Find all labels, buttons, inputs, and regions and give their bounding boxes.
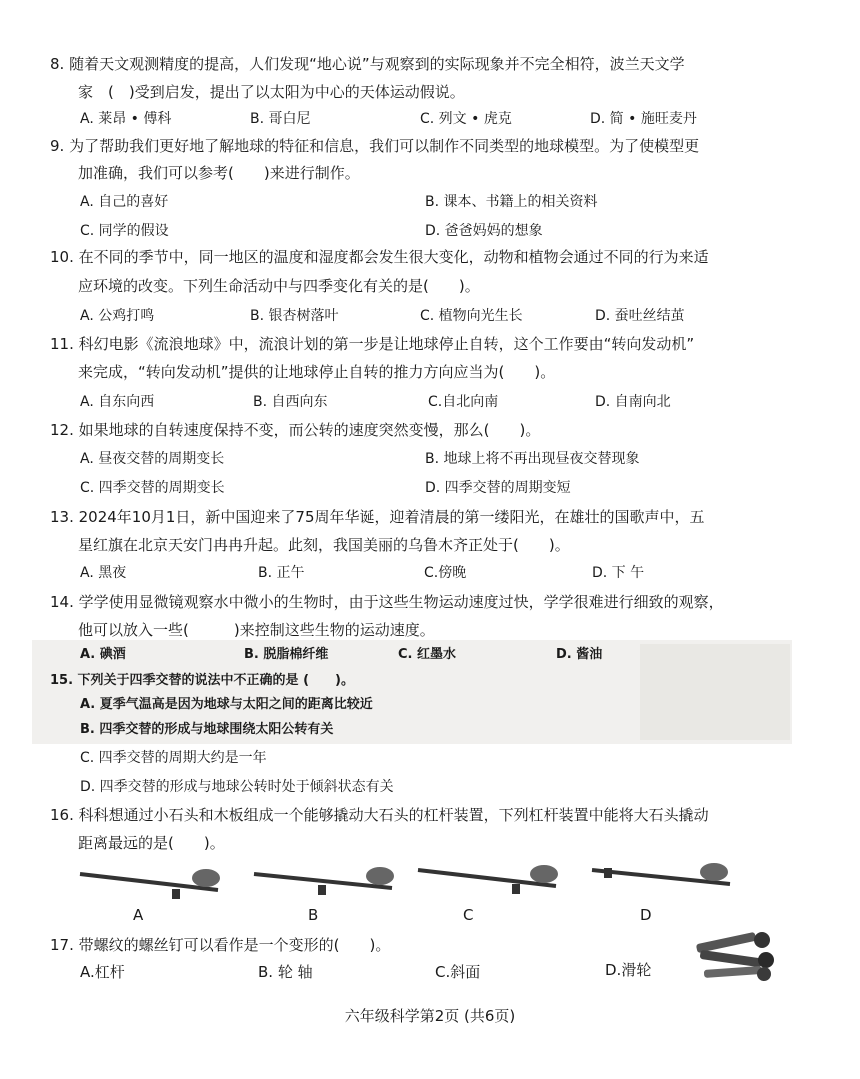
lever-diagram-b	[252, 862, 402, 904]
q17-option-d: D.滑轮	[605, 961, 652, 979]
q17-option-c: C.斜面	[435, 963, 481, 981]
q13-stem-line1: 13. 2024年10月1日，新中国迎来了75周年华诞，迎着清晨的第一缕阳光，在雄壮的国歌声中，五	[50, 508, 705, 526]
q10-option-d: D. 蚕吐丝结茧	[595, 308, 685, 324]
q9-stem-line2: 加准确，我们可以参考( )来进行制作。	[78, 164, 360, 182]
q8-stem-line1: 8. 随着天文观测精度的提高，人们发现“地心说”与观察到的实际现象并不完全相符，波兰天文学	[50, 55, 685, 73]
q10-option-a: A. 公鸡打鸣	[80, 308, 155, 324]
q13-option-b: B. 正午	[258, 565, 305, 581]
q11-option-d: D. 自南向北	[595, 394, 671, 410]
q8-stem-line2: 家 ( )受到启发，提出了以太阳为中心的天体运动假说。	[78, 83, 465, 101]
q16-stem-line2: 距离最远的是( )。	[78, 834, 225, 852]
q10-option-b: B. 银杏树落叶	[250, 308, 339, 324]
q15-option-b: B. 四季交替的形成与地球围绕太阳公转有关	[80, 722, 334, 737]
q15-option-d: D. 四季交替的形成与地球公转时处于倾斜状态有关	[80, 779, 394, 795]
lever-diagram-a	[78, 862, 228, 904]
q11-stem-line1: 11. 科幻电影《流浪地球》中，流浪计划的第一步是让地球停止自转，这个工作要由“转向发动机”	[50, 335, 695, 353]
q14-option-a: A. 碘酒	[80, 647, 126, 662]
q8-option-d: D. 简 • 施旺麦丹	[590, 111, 697, 127]
q10-stem-line2: 应环境的改变。下列生命活动中与四季变化有关的是( )。	[78, 277, 480, 295]
q13-option-d: D. 下 午	[592, 565, 645, 581]
q11-option-a: A. 自东向西	[80, 394, 155, 410]
q16-stem-line1: 16. 科科想通过小石头和木板组成一个能够撬动大石头的杠杆装置，下列杠杆装置中能将大石头撬动	[50, 806, 709, 824]
q11-stem-line2: 来完成，“转向发动机”提供的让地球停止自转的推力方向应当为( )。	[78, 363, 556, 381]
q14-stem-line1: 14. 学学使用显微镜观察水中微小的生物时，由于这些生物运动速度过快，学学很难进行细致的观察，	[50, 593, 724, 611]
q15-option-a: A. 夏季气温高是因为地球与太阳之间的距离比较近	[80, 697, 373, 712]
q12-option-a: A. 昼夜交替的周期变长	[80, 451, 225, 467]
q9-option-b: B. 课本、书籍上的相关资料	[425, 194, 598, 210]
q11-option-c: C.自北向南	[428, 394, 499, 410]
lever-label-d: D	[640, 906, 652, 924]
faded-table-ghost	[640, 644, 790, 740]
q15-stem-line1: 15. 下列关于四季交替的说法中不正确的是 ( )。	[50, 673, 354, 688]
q17-option-a: A.杠杆	[80, 963, 125, 981]
q12-option-c: C. 四季交替的周期变长	[80, 480, 225, 496]
lever-label-a: A	[133, 906, 144, 924]
q15-option-c: C. 四季交替的周期大约是一年	[80, 750, 267, 766]
q13-option-c: C.傍晚	[424, 565, 467, 581]
q9-option-d: D. 爸爸妈妈的想象	[425, 223, 543, 239]
q14-option-b: B. 脱脂棉纤维	[244, 647, 329, 662]
q9-option-c: C. 同学的假设	[80, 223, 169, 239]
q14-option-c: C. 红墨水	[398, 647, 457, 662]
q10-stem-line1: 10. 在不同的季节中，同一地区的温度和湿度都会发生很大变化，动物和植物会通过不同的行为来适	[50, 248, 709, 266]
q8-option-b: B. 哥白尼	[250, 111, 311, 127]
q11-option-b: B. 自西向东	[253, 394, 328, 410]
q14-option-d: D. 酱油	[556, 647, 603, 662]
q12-option-b: B. 地球上将不再出现昼夜交替现象	[425, 451, 640, 467]
lever-diagram-d	[590, 862, 740, 904]
q9-stem-line1: 9. 为了帮助我们更好地了解地球的特征和信息，我们可以制作不同类型的地球模型。为了使模型更	[50, 137, 700, 155]
q12-option-d: D. 四季交替的周期变短	[425, 480, 571, 496]
page-footer: 六年级科学第2页 (共6页)	[344, 1007, 516, 1025]
lever-label-b: B	[308, 906, 319, 924]
lever-diagram-c	[416, 862, 566, 904]
q13-stem-line2: 星红旗在北京天安门冉冉升起。此刻，我国美丽的乌鲁木齐正处于( )。	[78, 536, 570, 554]
q10-option-c: C. 植物向光生长	[420, 308, 523, 324]
lever-label-c: C	[463, 906, 474, 924]
q14-stem-line2: 他可以放入一些( )来控制这些生物的运动速度。	[78, 621, 435, 639]
screws-photo-icon	[690, 928, 774, 984]
q9-option-a: A. 自己的喜好	[80, 194, 169, 210]
q17-option-b: B. 轮 轴	[258, 963, 313, 981]
q12-stem-line1: 12. 如果地球的自转速度保持不变，而公转的速度突然变慢，那么( )。	[50, 421, 541, 439]
q13-option-a: A. 黑夜	[80, 565, 127, 581]
q8-option-a: A. 莱昂 • 傅科	[80, 111, 172, 127]
q8-option-c: C. 列文 • 虎克	[420, 111, 512, 127]
q17-stem-line1: 17. 带螺纹的螺丝钉可以看作是一个变形的( )。	[50, 936, 391, 954]
